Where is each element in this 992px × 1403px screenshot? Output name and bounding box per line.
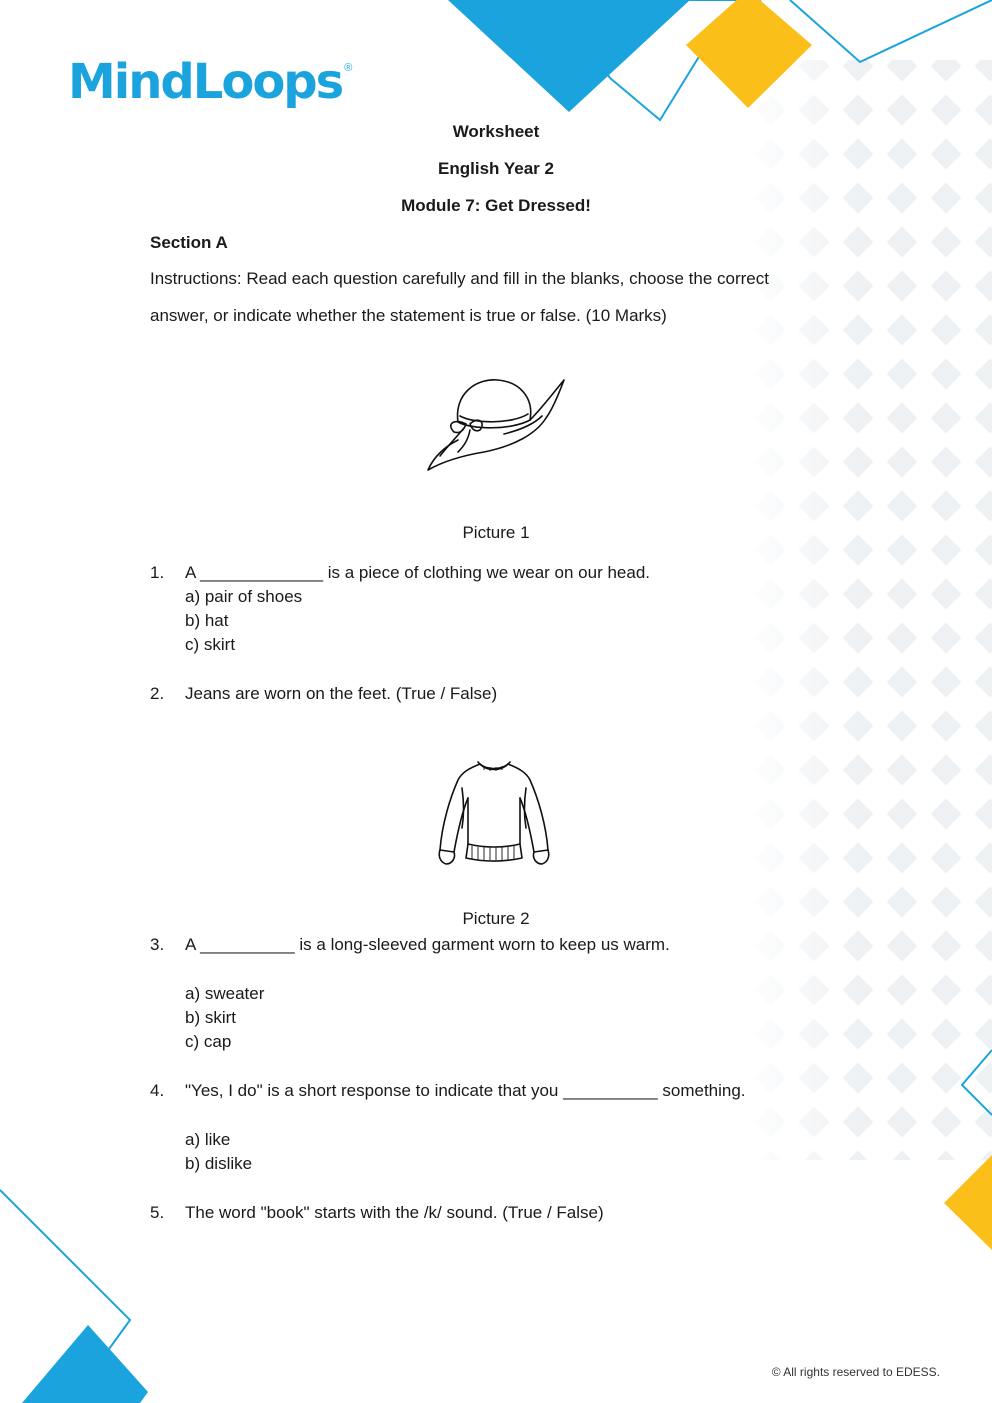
hat-icon — [424, 374, 570, 476]
question-4-number: 4. — [150, 1081, 165, 1100]
question-2-text: Jeans are worn on the feet. (True / False) — [185, 684, 498, 703]
question-3-option-c: c) cap — [185, 1032, 232, 1051]
sweater-icon — [432, 758, 556, 872]
question-3-text: A __________ is a long-sleeved garment worn to keep us warm. — [185, 935, 670, 954]
question-3-option-a: a) sweater — [185, 984, 265, 1003]
question-1-text: A _____________ is a piece of clothing we wear on our head. — [185, 563, 651, 582]
picture-1-caption: Picture 1 — [462, 523, 530, 542]
worksheet-subject: English Year 2 — [438, 159, 554, 178]
question-4-text: "Yes, I do" is a short response to indicate that you __________ something. — [185, 1081, 746, 1100]
picture-2-caption: Picture 2 — [462, 909, 530, 928]
instructions-line-1: Instructions: Read each question carefully and fill in the blanks, choose the correct — [150, 269, 769, 288]
worksheet-module: Module 7: Get Dressed! — [401, 196, 591, 215]
question-3-number: 3. — [150, 935, 165, 954]
question-1-option-c: c) skirt — [185, 635, 236, 654]
question-1-number: 1. — [150, 563, 165, 582]
question-3-option-b: b) skirt — [185, 1008, 236, 1027]
section-label: Section A — [150, 233, 228, 252]
question-5-text: The word "book" starts with the /k/ sound. (True / False) — [185, 1203, 604, 1222]
copyright-notice: © All rights reserved to EDESS. — [771, 1365, 940, 1379]
question-1-option-b: b) hat — [185, 611, 229, 630]
brand-logo — [68, 52, 352, 112]
question-1-option-a: a) pair of shoes — [185, 587, 303, 606]
worksheet-title: Worksheet — [452, 122, 540, 141]
question-2-number: 2. — [150, 684, 165, 703]
logo-text: MindLoops — [68, 54, 343, 110]
question-4-option-a: a) like — [185, 1130, 231, 1149]
instructions-line-2: answer, or indicate whether the statement is true or false. (10 Marks) — [150, 306, 667, 325]
question-5-number: 5. — [150, 1203, 165, 1222]
question-4-option-b: b) dislike — [185, 1154, 253, 1173]
registered-mark: ® — [344, 62, 353, 74]
